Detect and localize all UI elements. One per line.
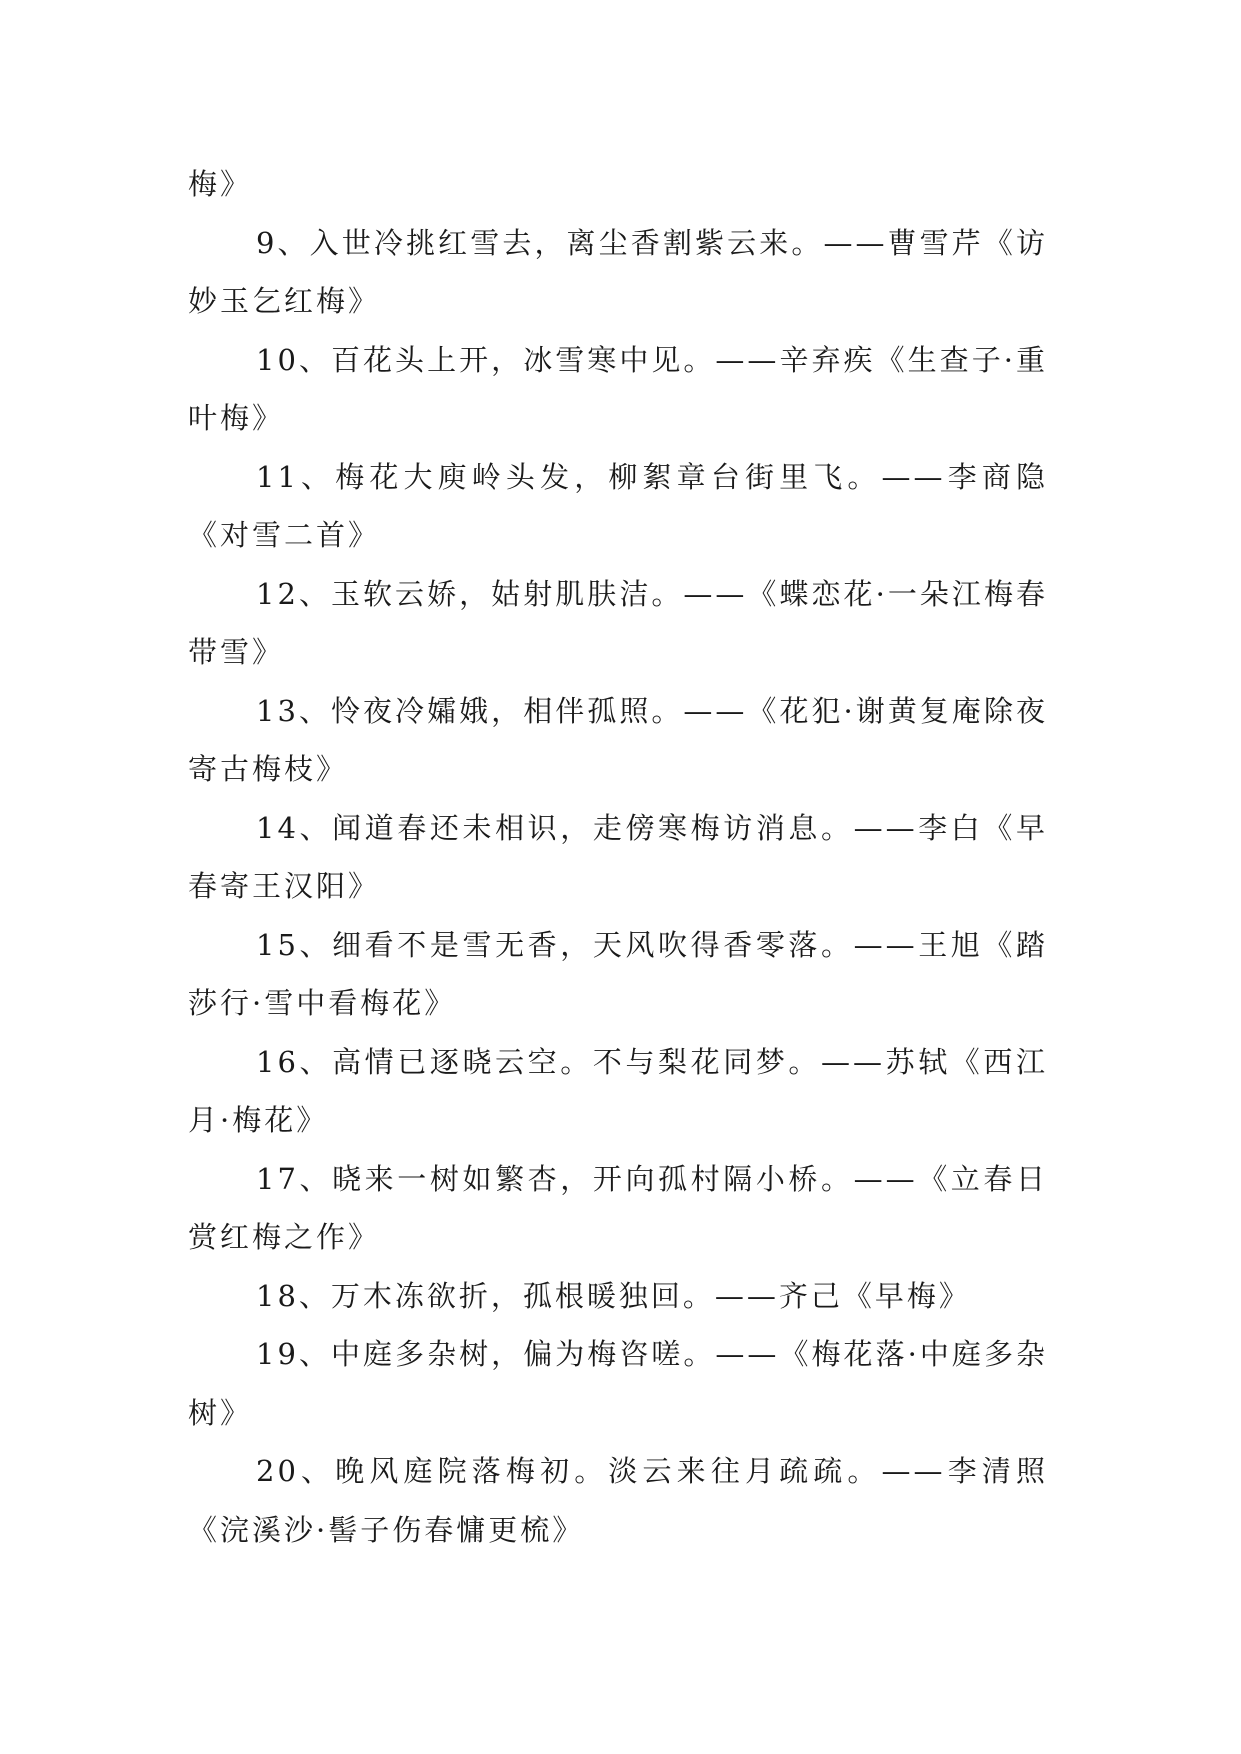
poem-line-10: 10、百花头上开，冰雪寒中见。——辛弃疾《生查子·重叶梅》 bbox=[188, 342, 1048, 435]
poem-line-12: 12、玉软云娇，姑射肌肤洁。——《蝶恋花·一朵江梅春带雪》 bbox=[188, 576, 1048, 669]
poem-line-14: 14、闻道春还未相识，走傍寒梅访消息。——李白《早春寄王汉阳》 bbox=[188, 810, 1048, 903]
poem-line-13: 13、怜夜冷孀娥，相伴孤照。——《花犯·谢黄复庵除夜寄古梅枝》 bbox=[188, 693, 1048, 786]
paragraph-continuation: 梅》 bbox=[188, 167, 253, 201]
poem-line-9: 9、入世冷挑红雪去，离尘香割紫云来。——曹雪芹《访妙玉乞红梅》 bbox=[188, 225, 1048, 318]
poem-line-17: 17、晓来一树如繁杏，开向孤村隔小桥。——《立春日赏红梅之作》 bbox=[188, 1161, 1048, 1254]
poem-line-18: 18、万木冻欲折，孤根暖独回。——齐己《早梅》 bbox=[256, 1278, 971, 1313]
poem-line-16: 16、高情已逐晓云空。不与梨花同梦。——苏轼《西江月·梅花》 bbox=[188, 1044, 1048, 1137]
poem-line-20: 20、晚风庭院落梅初。淡云来往月疏疏。——李清照《浣溪沙·髻子伤春慵更梳》 bbox=[188, 1454, 1048, 1547]
poem-line-19: 19、中庭多杂树，偏为梅咨嗟。——《梅花落·中庭多杂树》 bbox=[188, 1337, 1048, 1430]
poem-line-11: 11、梅花大庾岭头发，柳絮章台街里飞。——李商隐《对雪二首》 bbox=[188, 459, 1048, 552]
document-body bbox=[188, 155, 1048, 1559]
poem-line-15: 15、细看不是雪无香，天风吹得香零落。——王旭《踏莎行·雪中看梅花》 bbox=[188, 927, 1048, 1020]
